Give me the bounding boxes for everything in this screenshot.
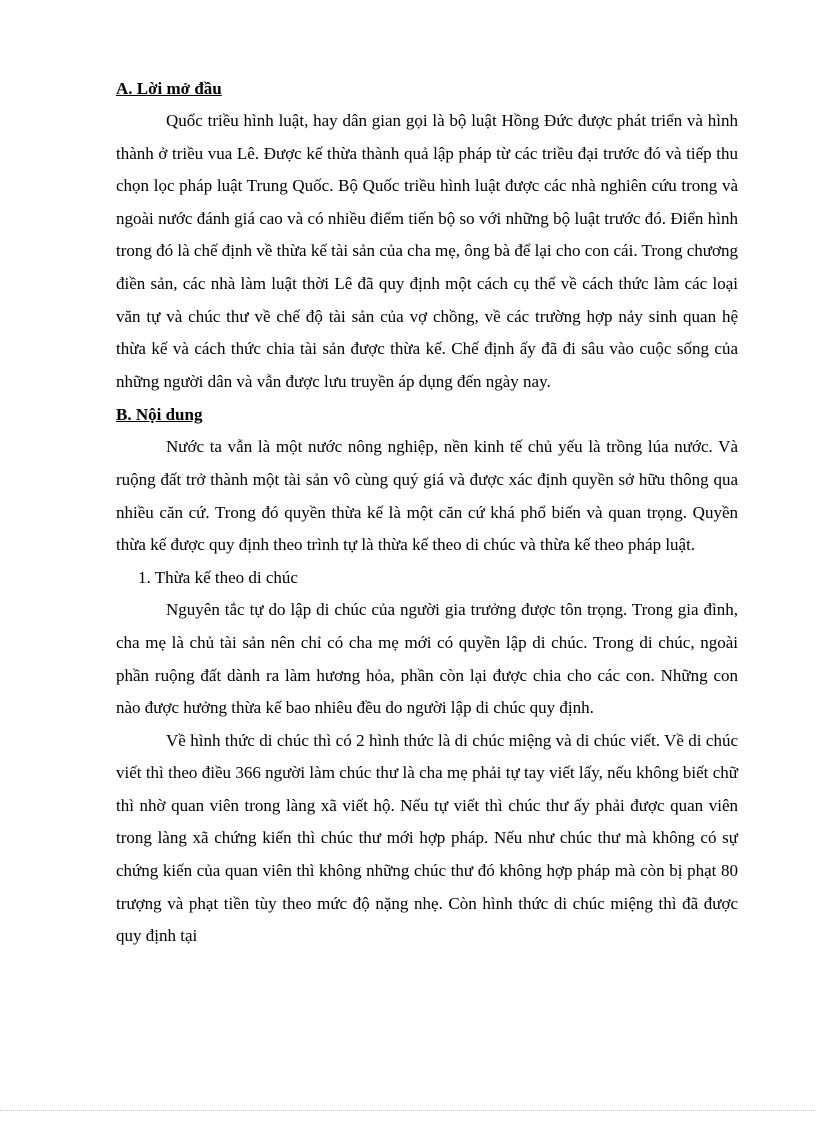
section-b-heading: B. Nội dung — [116, 405, 203, 425]
page-bottom-divider — [0, 1110, 816, 1111]
subsection-1-paragraph-1: Nguyên tắc tự do lập di chúc của người gia trưởng được tôn trọng. Trong gia đình, cha mẹ là chủ tài sản nên chỉ có cha mẹ mới có quyền lập di chúc. Trong di chúc, ngoài phần ruộng đất dành ra làm hương hỏa, phần còn lại được chia cho các con. Những con nào được hưởng thừa kế bao nhiêu đều do người lập di chúc quy định. — [116, 600, 738, 718]
subsection-1-paragraph-2: Về hình thức di chúc thì có 2 hình thức là di chúc miệng và di chúc viết. Về di chúc viết thì theo điều 366 người làm chúc thư là cha mẹ phải tự tay viết lấy, nếu không biết chữ thì nhờ quan viên trong làng xã viết hộ. Nếu tự viết thì chúc thư ấy phải được quan viên trong làng xã chứng kiến thì chúc thư mới hợp pháp. Nếu như chúc thư mà không có sự chứng kiến của quan viên thì không những chúc thư đó không hợp pháp mà còn bị phạt 80 trượng và phạt tiền tùy theo mức độ nặng nhẹ. Còn hình thức di chúc miệng thì đã được quy định tại — [116, 730, 738, 946]
document-body — [116, 72, 738, 953]
section-a-heading: A. Lời mở đầu — [116, 79, 222, 98]
section-b-paragraph: Nước ta vẫn là một nước nông nghiệp, nền kinh tế chủ yếu là trồng lúa nước. Và ruộng đất trở thành một tài sản vô cùng quý giá và được xác định quyền sở hữu thông qua nhiều căn cứ. Trong đó quyền thừa kế là một căn cứ khá phổ biến và quan trọng. Quyền thừa kế được quy định theo trình tự là thừa kế theo di chúc và thừa kế theo pháp luật. — [116, 437, 738, 555]
subsection-1-heading: 1. Thừa kế theo di chúc — [138, 567, 298, 587]
section-a-paragraph: Quốc triều hình luật, hay dân gian gọi là bộ luật Hồng Đức được phát triển và hình thành ở triều vua Lê. Được kế thừa thành quả lập pháp từ các triều đại trước đó và tiếp thu chọn lọc pháp luật Trung Quốc. Bộ Quốc triều hình luật được các nhà nghiên cứu trong và ngoài nước đánh giá cao và có nhiều điểm tiến bộ so với những bộ luật trước đó. Điển hình trong đó là chế định về thừa kế tài sản của cha mẹ, ông bà để lại cho con cái. Trong chương điền sản, các nhà làm luật thời Lê đã quy định một cách cụ thể về cách thức làm các loại văn tự và chúc thư về chế độ tài sản của vợ chồng, về các trường hợp nảy sinh quan hệ thừa kế và cách thức chia tài sản được thừa kế. Chế định ấy đã đi sâu vào cuộc sống của những người dân và vẫn được lưu truyền áp dụng đến ngày nay. — [116, 111, 738, 391]
